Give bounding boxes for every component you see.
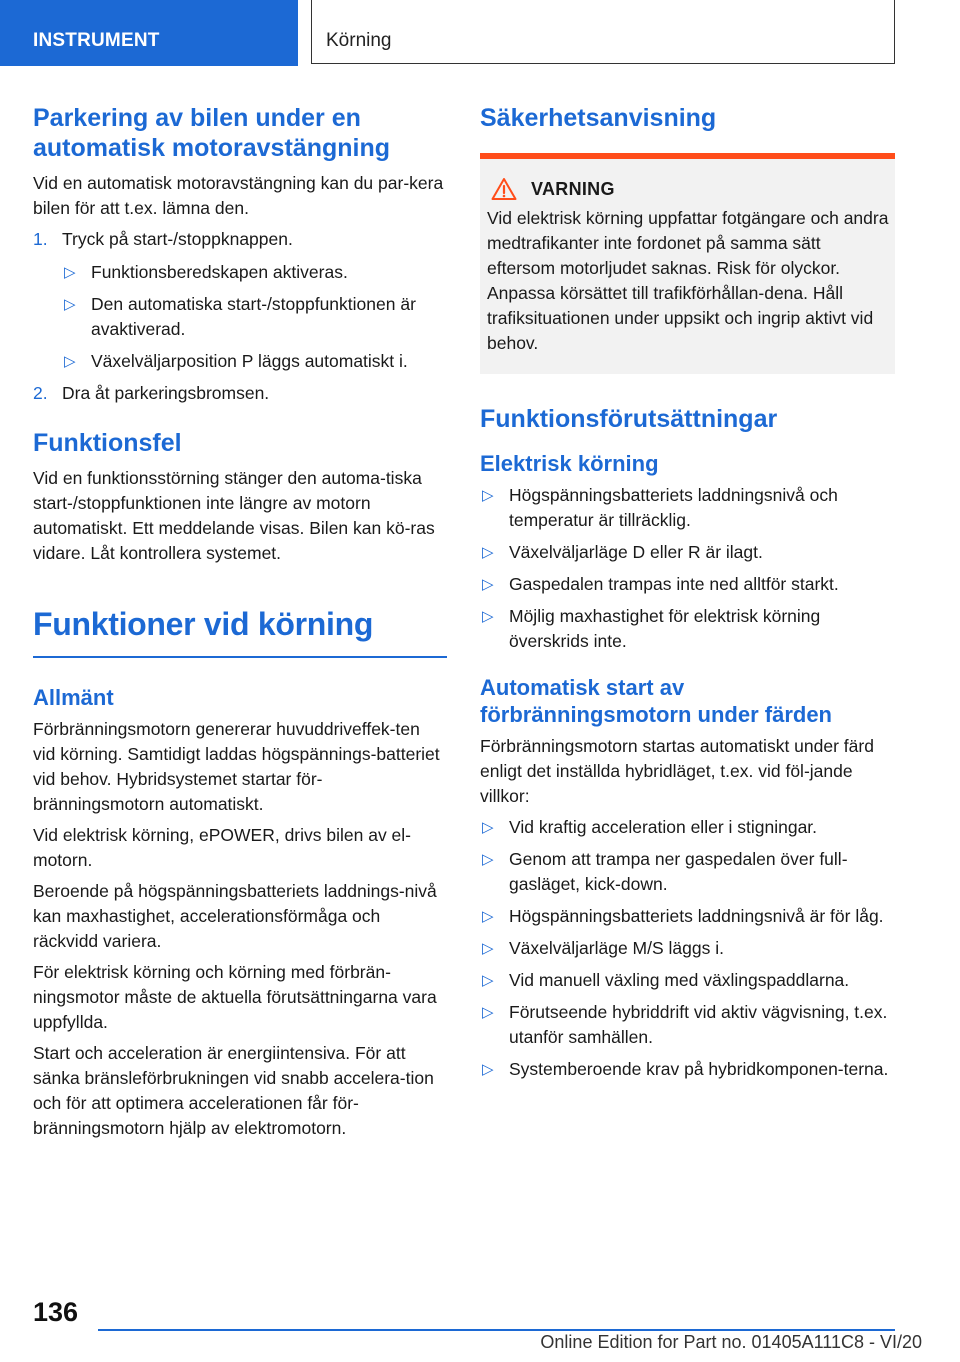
page-number: 136: [33, 1297, 79, 1327]
footer-divider: [98, 1329, 895, 1331]
warning-box: [480, 153, 895, 374]
list-item: [480, 604, 895, 654]
list-item-text: Möjlig maxhastighet för elektrisk körning överskrids inte.: [509, 606, 821, 651]
warning-triangle-icon: [491, 177, 517, 201]
triangle-bullet-icon: ▷: [482, 940, 494, 957]
autostart-heading: Automatisk start av förbränningsmotorn under färden: [480, 675, 832, 727]
triangle-bullet-icon: ▷: [482, 608, 494, 625]
list-item: [480, 968, 895, 993]
triangle-bullet-icon: ▷: [64, 296, 76, 313]
list-item-text: Växelväljarläge D eller R är ilagt.: [509, 542, 763, 562]
autostart-intro: Förbränningsmotorn startas automatiskt under färd enligt det inställda hybridläget, t.ex. vid föl-jande villkor:: [480, 736, 874, 806]
general-heading: Allmänt: [33, 685, 114, 710]
list-item-text: Växelväljarläge M/S läggs i.: [509, 938, 724, 958]
autostart-list: [480, 815, 895, 1082]
warning-label: VARNING: [531, 178, 615, 199]
list-item-text: Genom att trampa ner gaspedalen över full-gasläget, kick-down.: [509, 849, 848, 894]
triangle-bullet-icon: ▷: [482, 1061, 494, 1078]
step-item: [33, 381, 447, 406]
list-item: [480, 572, 895, 597]
left-column: [33, 103, 447, 1147]
right-column: [480, 103, 895, 1089]
list-item: [62, 260, 447, 285]
list-item-text: Den automatiska start-/stoppfunktionen är avaktiverad.: [91, 294, 416, 339]
triangle-bullet-icon: ▷: [64, 353, 76, 370]
triangle-bullet-icon: ▷: [482, 544, 494, 561]
section-tab: INSTRUMENT: [0, 0, 298, 66]
list-item: [480, 904, 895, 929]
triangle-bullet-icon: ▷: [482, 908, 494, 925]
step-text: Dra åt parkeringsbromsen.: [62, 383, 270, 403]
electric-heading: Elektrisk körning: [480, 451, 659, 476]
list-item: [480, 815, 895, 840]
general-paragraph: Beroende på högspänningsbatteriets laddnings-nivå kan maxhastighet, accelerationsförmåga och räckvidd variera.: [33, 881, 437, 951]
chapter-heading: Funktioner vid körning: [33, 604, 447, 658]
list-item: [480, 1057, 895, 1082]
list-item: [480, 1000, 895, 1050]
list-item: [62, 349, 447, 374]
fault-text: Vid en funktionsstörning stänger den automa-tiska start-/stoppfunktionen inte längre av motorn automatiskt. Ett meddelande visas. Bilen kan kö-ras vidare. Låt kontrollera systemet.: [33, 468, 435, 563]
list-item-text: Högspänningsbatteriets laddningsnivå och temperatur är tillräcklig.: [509, 485, 838, 530]
list-item: [62, 292, 447, 342]
triangle-bullet-icon: ▷: [482, 851, 494, 868]
safety-heading: Säkerhetsanvisning: [480, 104, 717, 132]
park-steps: [33, 227, 447, 406]
triangle-bullet-icon: ▷: [482, 972, 494, 989]
step-number: 2.: [33, 383, 48, 403]
triangle-bullet-icon: ▷: [482, 819, 494, 836]
triangle-bullet-icon: ▷: [482, 576, 494, 593]
step-text: Tryck på start-/stoppknappen.: [62, 229, 293, 249]
list-item-text: Förutseende hybriddrift vid aktiv vägvisning, t.ex. utanför samhällen.: [509, 1002, 888, 1047]
triangle-bullet-icon: ▷: [64, 264, 76, 281]
list-item: [480, 847, 895, 897]
list-item-text: Funktionsberedskapen aktiveras.: [91, 262, 348, 282]
triangle-bullet-icon: ▷: [482, 1004, 494, 1021]
list-item-text: Systemberoende krav på hybridkomponen-terna.: [509, 1059, 889, 1079]
electric-list: [480, 483, 895, 654]
fault-heading: Funktionsfel: [33, 429, 182, 457]
list-item-text: Växelväljarposition P läggs automatiskt i.: [91, 351, 408, 371]
general-paragraph: Förbränningsmotorn genererar huvuddriveffek-ten vid körning. Samtidigt laddas högspännings-batteriet vid behov. Hybridsystemet startar för-bränningsmotorn automatiskt.: [33, 719, 440, 814]
step-item: [33, 227, 447, 374]
list-item-text: Gaspedalen trampas inte ned alltför starkt.: [509, 574, 839, 594]
list-item-text: Vid kraftig acceleration eller i stigningar.: [509, 817, 818, 837]
list-item: [480, 483, 895, 533]
general-paragraph: För elektrisk körning och körning med förbrän-ningsmotor måste de aktuella förutsättningarna vara uppfyllda.: [33, 962, 437, 1032]
list-item: [480, 540, 895, 565]
prereq-heading: Funktionsförutsättningar: [480, 405, 778, 433]
list-item-text: Högspänningsbatteriets laddningsnivå är för låg.: [509, 906, 884, 926]
list-item: [480, 936, 895, 961]
park-heading: Parkering av bilen under en automatisk motoravstängning: [33, 104, 390, 162]
step-substeps: [62, 260, 447, 374]
triangle-bullet-icon: ▷: [482, 487, 494, 504]
chapter-title: Körning: [311, 0, 895, 64]
general-paragraph: Start och acceleration är energiintensiva. För att sänka bränsleförbrukningen vid snabb accelera-tion och för att optimera accelerationen får för-bränningsmotorn hjälp av elektromotorn.: [33, 1043, 434, 1138]
edition-text: Online Edition for Part no. 01405A111C8 - VI/20: [540, 1332, 922, 1352]
park-intro: Vid en automatisk motoravstängning kan du par-kera bilen för att t.ex. lämna den.: [33, 173, 444, 218]
page-header: [0, 0, 960, 66]
list-item-text: Vid manuell växling med växlingspaddlarna.: [509, 970, 850, 990]
warning-header: [487, 177, 889, 201]
step-number: 1.: [33, 229, 48, 249]
general-paragraph: Vid elektrisk körning, ePOWER, drivs bilen av el-motorn.: [33, 825, 412, 870]
warning-text: Vid elektrisk körning uppfattar fotgängare och andra medtrafikanter inte fordonet på samma sätt eftersom motorljudet saknas. Risk för olyckor. Anpassa körsättet till trafikförhållan-dena. Håll trafiksituationen under uppsikt och ingrip aktivt vid behov.: [487, 208, 889, 353]
